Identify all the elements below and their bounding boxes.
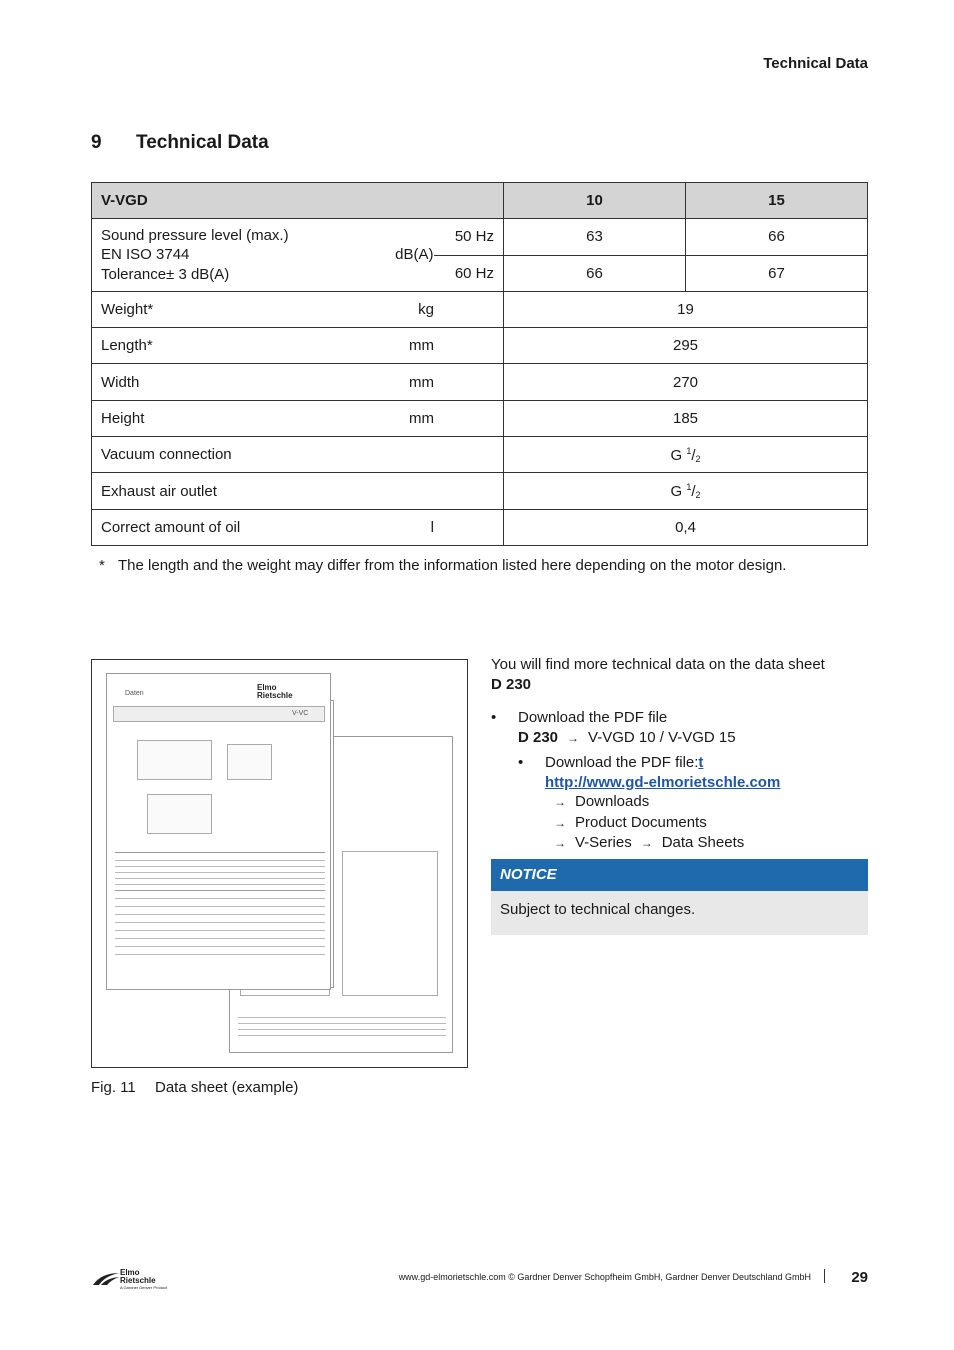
arrow-right-icon: → — [567, 730, 580, 745]
notice-title: NOTICE — [491, 859, 868, 891]
table-row — [92, 364, 868, 400]
data-sheet-figure — [91, 659, 468, 1068]
download-link-suffix[interactable]: t — [698, 754, 704, 771]
sound-line2: EN ISO 3744 — [101, 246, 190, 264]
arrow-right-icon: → — [554, 836, 566, 850]
row-label: Width mm — [92, 364, 504, 400]
table-row — [92, 328, 868, 364]
info-intro: You will find more technical data on the data sheet D 230 — [491, 656, 825, 693]
footnote-text: The length and the weight may differ from the information listed here depending on the motor design. — [118, 557, 787, 574]
table-row — [92, 437, 868, 473]
sound-50-10: 63 — [504, 219, 686, 255]
table-row — [92, 509, 868, 545]
row-label: Vacuum connection — [92, 437, 504, 473]
freq-50hz: 50 Hz — [434, 219, 504, 255]
row-value: 185 — [504, 400, 868, 436]
sound-50-15: 66 — [686, 219, 868, 255]
website-link[interactable]: http://www.gd-elmorietschle.com — [545, 773, 781, 791]
sheet-title: Daten — [125, 690, 144, 697]
arrow-right-icon: → — [554, 815, 566, 830]
row-value: 270 — [504, 364, 868, 400]
arrow-right-icon: → — [640, 836, 653, 850]
table-row — [92, 291, 868, 327]
sound-60-10: 66 — [504, 255, 686, 291]
column-header-15: 15 — [686, 183, 868, 219]
freq-60hz: 60 Hz — [434, 255, 504, 291]
row-label: Length* mm — [92, 328, 504, 364]
row-label: Correct amount of oil l — [92, 509, 504, 545]
running-header: Technical Data — [763, 55, 868, 72]
footer-text: www.gd-elmorietschle.com © Gardner Denver Schopfheim GmbH, Gardner Denver Deutschland GmbH — [398, 1272, 811, 1282]
section-heading — [91, 132, 269, 154]
swoosh-icon — [91, 1271, 121, 1287]
sheet-code: D 230 — [491, 675, 532, 693]
row-label: Height mm — [92, 400, 504, 436]
row-label: Exhaust air outlet — [92, 473, 504, 509]
section-number: 9 — [91, 132, 102, 153]
figure-label: Fig. 11 — [91, 1079, 136, 1096]
bullet-icon: • — [491, 709, 497, 726]
data-sheet-page-front — [106, 673, 331, 990]
sound-unit: dB(A) — [395, 246, 434, 264]
sheet-model: V-VC — [292, 710, 309, 717]
list-item: • Download the PDF file:t http://www.gd-elmorietschle.com → Downloads → Product Documents → V-Series → Data Sheets — [518, 753, 868, 854]
table-row — [92, 400, 868, 436]
sound-label — [92, 219, 434, 292]
footer-logo: Elmo Rietschle A Gardner Denver Product — [91, 1269, 171, 1289]
sound-row-50hz — [92, 219, 868, 255]
column-header-10: 10 — [504, 183, 686, 219]
row-value: 19 — [504, 291, 868, 327]
sound-60-15: 67 — [686, 255, 868, 291]
model-header: V-VGD — [92, 183, 504, 219]
list-item: • Download the PDF file D 230 → V-VGD 10 / V-VGD 15 • Download the PDF file:t http://www.gd-elmorietschle.com → Downloads → Product Documents → V-Series → Data Sheets — [491, 708, 868, 854]
row-value: 0,4 — [504, 509, 868, 545]
notice-box — [491, 859, 868, 935]
sheet-logo: Elmo Rietschle — [257, 683, 293, 700]
footnote-marker: * — [99, 557, 105, 574]
row-value: 295 — [504, 328, 868, 364]
sound-line3: Tolerance± 3 dB(A) — [101, 265, 230, 283]
page-number: 29 — [851, 1269, 868, 1286]
footnote — [99, 557, 786, 574]
info-panel — [491, 655, 868, 854]
footer-separator — [824, 1269, 825, 1283]
arrow-right-icon: → — [554, 795, 566, 809]
row-label: Weight* kg — [92, 291, 504, 327]
row-value: G $^1/_2$ — [504, 473, 868, 509]
notice-text: Subject to technical changes. — [491, 891, 868, 935]
section-title: Technical Data — [136, 132, 269, 153]
bullet-icon: • — [518, 754, 524, 771]
table-row — [92, 473, 868, 509]
technical-data-table — [91, 182, 868, 546]
figure-caption-text: Data sheet (example) — [155, 1079, 299, 1096]
sound-line1: Sound pressure level (max.) — [101, 226, 289, 244]
row-value: G $^1/_2$ — [504, 437, 868, 473]
figure-caption — [91, 1079, 298, 1096]
table-header-row — [92, 183, 868, 219]
